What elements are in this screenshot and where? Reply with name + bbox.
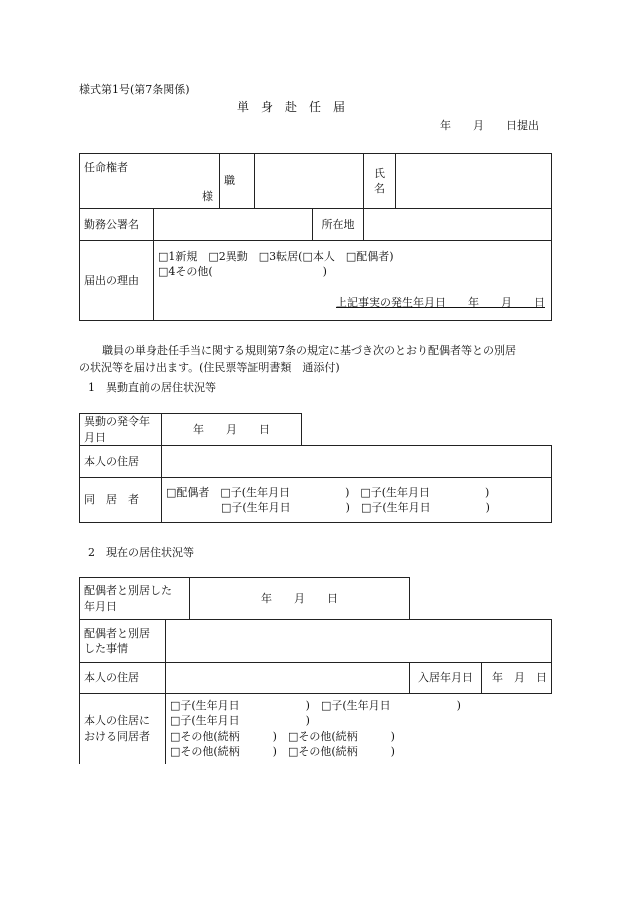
cohab-line2[interactable]: □子(生年月日 ) □子(生年月日 ) [166, 501, 490, 514]
position-field[interactable] [255, 154, 364, 209]
section1-heading: 1 異動直前の居住状況等 [88, 381, 216, 394]
cohab-line2[interactable]: □子(生年月日 ) [170, 714, 310, 728]
page-title: 単 身 赴 任 届 [237, 100, 346, 114]
reason-label: 届出の理由 [80, 241, 154, 321]
cohabitant-label-2: 本人の住居に おける同居者 [80, 694, 166, 764]
location-label: 所在地 [313, 209, 364, 241]
office-field[interactable] [154, 209, 313, 241]
separation-reason-label: 配偶者と別居 した事情 [80, 620, 166, 663]
residence-label: 本人の住居 [80, 446, 162, 478]
form-number: 様式第1号(第7条関係) [79, 83, 190, 96]
section2-heading: 2 現在の居住状況等 [88, 546, 194, 559]
cohabitant-cell[interactable] [162, 478, 552, 523]
reason-options-line2[interactable]: □4その他( ) [158, 265, 327, 279]
cohab-line1[interactable]: □配偶者 □子(生年月日 ) □子(生年月日 ) [166, 485, 490, 499]
appointer-honorific: 様 [202, 189, 213, 203]
separation-reason-field[interactable] [166, 620, 552, 663]
separation-date-label: 配偶者と別居した 年月日 [80, 578, 190, 620]
position-label: 職 [220, 154, 255, 209]
transfer-date-value[interactable]: 年 月 日 [162, 414, 302, 446]
cohab-line1[interactable]: □子(生年月日 ) □子(生年月日 ) [170, 698, 461, 712]
paragraph-line1: 職員の単身赴任手当に関する規則第7条の規定に基づき次のとおり配偶者等との別居 [102, 344, 516, 357]
cohabitant-label: 同 居 者 [80, 478, 162, 523]
section2-table [79, 577, 552, 764]
residence-field-2[interactable] [166, 663, 410, 694]
cohab-line3[interactable]: □その他(続柄 ) □その他(続柄 ) [170, 729, 395, 743]
paragraph-line2: の状況等を届け出ます。(住民票等証明書類 通添付) [79, 361, 340, 374]
submit-date: 年 月 日提出 [440, 119, 539, 132]
section1-table [79, 413, 552, 523]
office-label: 勤務公署名 [80, 209, 154, 241]
cohabitant-cell-2[interactable] [166, 694, 552, 764]
appointer-cell[interactable] [80, 154, 220, 209]
reason-cell[interactable] [154, 241, 552, 321]
residence-field[interactable] [162, 446, 552, 478]
name-field[interactable] [396, 154, 552, 209]
appointer-label: 任命権者 [84, 161, 128, 174]
blank-cell [410, 578, 552, 620]
cohab-line4[interactable]: □その他(続柄 ) □その他(続柄 ) [170, 745, 395, 759]
application-table [79, 153, 552, 321]
separation-date-value[interactable]: 年 月 日 [190, 578, 410, 620]
transfer-date-label: 異動の発令年月日 [80, 414, 162, 446]
location-field[interactable] [364, 209, 552, 241]
name-label: 氏 名 [364, 154, 396, 209]
occurrence-date: 上記事実の発生年月日 年 月 日 [336, 295, 545, 309]
reason-options-line1[interactable]: □1新規 □2異動 □3転居(□本人 □配偶者) [158, 250, 394, 263]
movein-label: 入居年月日 [410, 663, 482, 694]
residence-label-2: 本人の住居 [80, 663, 166, 694]
blank-cell [302, 414, 552, 446]
movein-value[interactable]: 年 月 日 [482, 663, 552, 694]
